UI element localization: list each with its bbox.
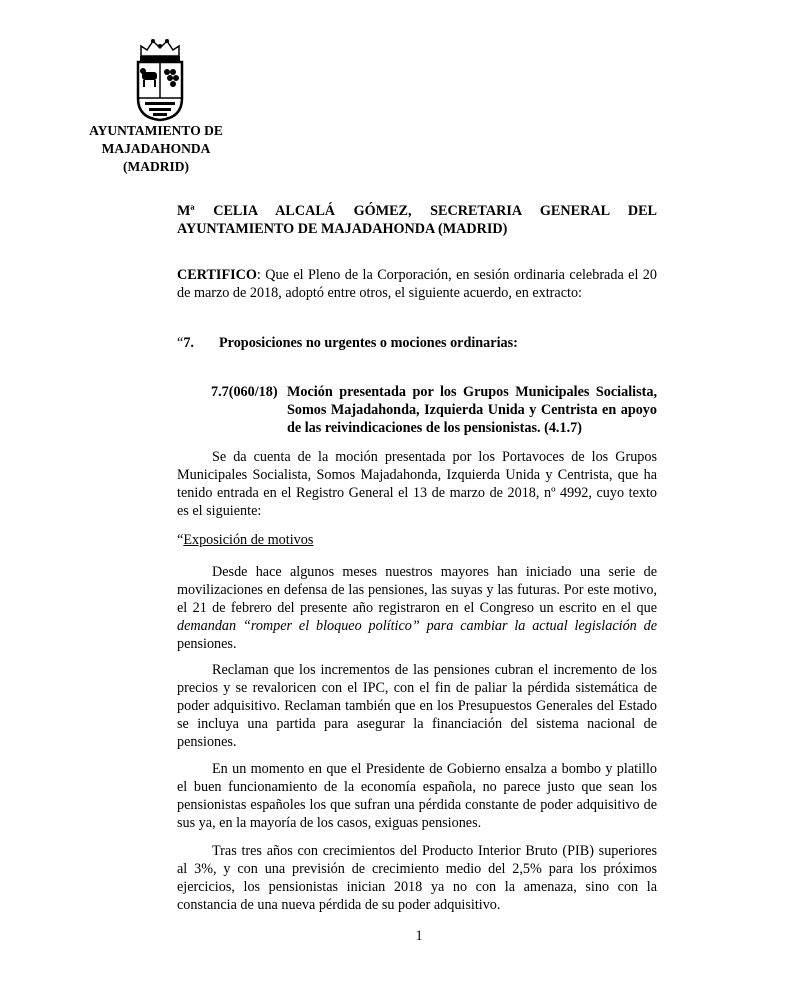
section-title: Proposiciones no urgentes o mociones ordinarias: [219,335,518,351]
paragraph: En un momento en que el Presidente de Gobierno ensalza a bombo y platillo el buen funcionamiento de la economía española, no parece justo que sean los pensionistas españoles los que sufran una pérdida constante de poder adquisitivo de sus ya, en la mayoría de los casos, exiguas pensiones. [177,761,657,831]
org-line: MAJADAHONDA [101,141,211,156]
item-title: Moción presentada por los Grupos Municipales Socialista, Somos Majadahonda, Izquierda Unida y Centrista en apoyo de las reivindicaciones de los pensionistas. (4.1.7) [287,384,657,436]
certifico-paragraph [177,266,657,302]
org-line: AYUNTAMIENTO DE [89,123,223,138]
coat-of-arms-icon [133,38,187,122]
paragraph: Tras tres años con crecimientos del Producto Interior Bruto (PIB) superiores al 3%, y con una previsión de crecimiento medio del 2,5% para los próximos ejercicios, los pensionistas inician 2018 ya no con la amenaza, sino con la constancia de una nueva pérdida de su poder adquisitivo. [177,843,657,913]
paragraph: Reclaman que los incrementos de las pensiones cubran el incremento de los precios y se revaloricen con el IPC, con el fin de paliar la pérdida sistemática de poder adquisitivo. Reclaman también que en los Presupuestos Generales del Estado se incluya una partida para asegurar la financiación del sistema nacional de pensiones. [177,662,657,750]
org-line: (MADRID) [123,159,189,174]
intro-paragraph: Se da cuenta de la moción presentada por los Portavoces de los Grupos Municipales Socialista, Somos Majadahonda, Izquierda Unida y Centrista, que ha tenido entrada en el Registro General el 13 de marzo de 2018, nº 4992, cuyo texto es el siguiente: [177,449,657,519]
section-quote: “ [177,335,184,351]
certifico-text: : Que el Pleno de la Corporación, en sesión ordinaria celebrada el 20 de marzo de 2018, adoptó entre otros, el siguiente acuerdo, en extracto: [177,267,657,301]
page-number: 1 [415,928,423,944]
section-heading [177,334,518,352]
secretary-heading: Mª CELIA ALCALÁ GÓMEZ, SECRETARIA GENERAL DEL AYUNTAMIENTO DE MAJADAHONDA (MADRID) [177,203,657,237]
item-number: 7.7(060/18) [211,384,278,400]
exposicion-heading [177,531,313,549]
paragraph [177,563,657,653]
section-number: 7. [183,335,194,351]
paragraph-text: Desde hace algunos meses nuestros mayores han iniciado una serie de movilizaciones en defensa de las pensiones, las suyas y las futuras. Por este motivo, el 21 de febrero del presente año registraron en el Congreso un escrito en el que [177,564,657,616]
paragraph-text: pensiones. [177,636,237,652]
organization-name [78,122,234,176]
exposicion-title: Exposición de motivos [183,532,314,548]
exposicion-quote: “ [177,532,184,548]
paragraph-italic-text: demandan “romper el bloqueo político” para cambiar la actual legislación de [177,618,657,634]
certifico-label: CERTIFICO [177,267,257,283]
